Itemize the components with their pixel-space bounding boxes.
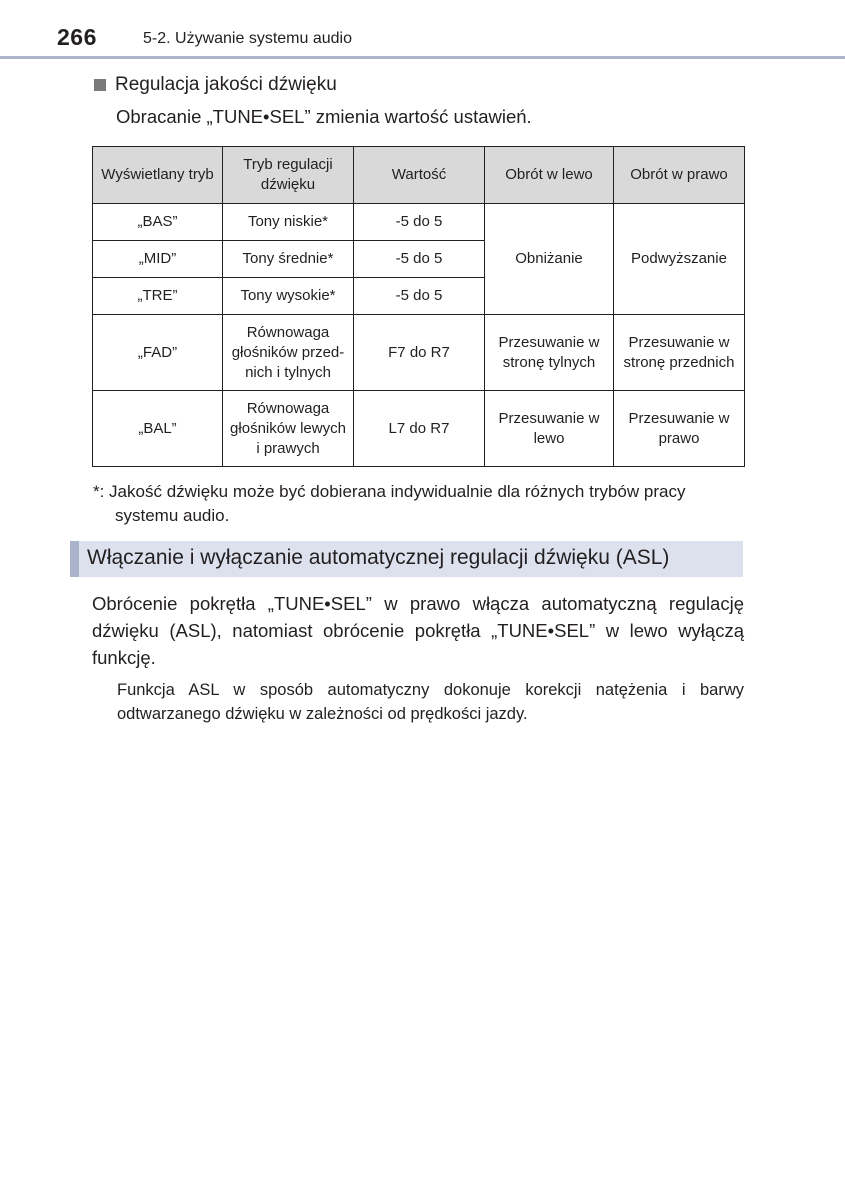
column-header: Wartość <box>354 147 485 204</box>
type-cell: Równowaga głośników lewych i prawych <box>223 391 354 467</box>
mode-cell: „FAD” <box>93 315 223 391</box>
value-cell: -5 do 5 <box>354 204 485 241</box>
table-row <box>93 204 745 241</box>
type-cell: Tony średnie* <box>223 241 354 278</box>
mode-cell: „TRE” <box>93 278 223 315</box>
tone-left-cell: Obniżanie <box>485 204 614 315</box>
tone-right-cell: Podwyższanie <box>614 204 745 315</box>
type-cell: Tony niskie* <box>223 204 354 241</box>
page-number: 266 <box>57 24 97 50</box>
subsection-intro: Obracanie „TUNE•SEL” zmienia wartość ustawień. <box>116 106 532 127</box>
section-paragraph: Obrócenie pokrętła „TUNE•SEL” w prawo włącza automatyczną regulację dźwięku (ASL), natomiast obrócenie pokrętła „TUNE•SEL” w lewo wyłączą funkcję. <box>92 593 744 668</box>
mode-cell: „BAL” <box>93 391 223 467</box>
type-cell: Równowaga głośników przed- nich i tylnych <box>223 315 354 391</box>
column-header: Obrót w prawo <box>614 147 745 204</box>
subsection-title: Regulacja jakości dźwięku <box>115 74 337 95</box>
header-rule <box>0 56 845 59</box>
footnote <box>93 480 745 528</box>
value-cell: F7 do R7 <box>354 315 485 391</box>
section-title: Włączanie i wyłączanie automatycznej regulacji dźwięku (ASL) <box>87 546 670 569</box>
left-action-cell: Przesuwanie w stronę tylnych <box>485 315 614 391</box>
chapter-title: 5-2. Używanie systemu audio <box>143 30 352 47</box>
value-cell: -5 do 5 <box>354 241 485 278</box>
column-header: Wyświetlany tryb <box>93 147 223 204</box>
table-header-row <box>93 147 745 204</box>
table-row <box>93 315 745 391</box>
right-action-cell: Przesuwanie w prawo <box>614 391 745 467</box>
table-row <box>93 391 745 467</box>
column-header: Tryb regulacji dźwięku <box>223 147 354 204</box>
value-cell: L7 do R7 <box>354 391 485 467</box>
square-bullet-icon <box>94 79 106 91</box>
right-action-cell: Przesuwanie w stronę przednich <box>614 315 745 391</box>
value-cell: -5 do 5 <box>354 278 485 315</box>
left-action-cell: Przesuwanie w lewo <box>485 391 614 467</box>
section-heading-bar <box>70 541 743 577</box>
subsection-heading <box>94 74 337 96</box>
page-header <box>0 0 845 60</box>
footnote-text: *: Jakość dźwięku może być dobierana indywidualnie dla różnych trybów pracy systemu audio. <box>93 482 686 525</box>
section-note: Funkcja ASL w sposób automatyczny dokonuje korekcji natężenia i barwy odtwarzanego dźwięku w zależności od prędkości jazdy. <box>117 681 744 723</box>
sound-quality-table <box>92 146 745 467</box>
mode-cell: „BAS” <box>93 204 223 241</box>
column-header: Obrót w lewo <box>485 147 614 204</box>
section-accent <box>70 541 79 577</box>
type-cell: Tony wysokie* <box>223 278 354 315</box>
mode-cell: „MID” <box>93 241 223 278</box>
